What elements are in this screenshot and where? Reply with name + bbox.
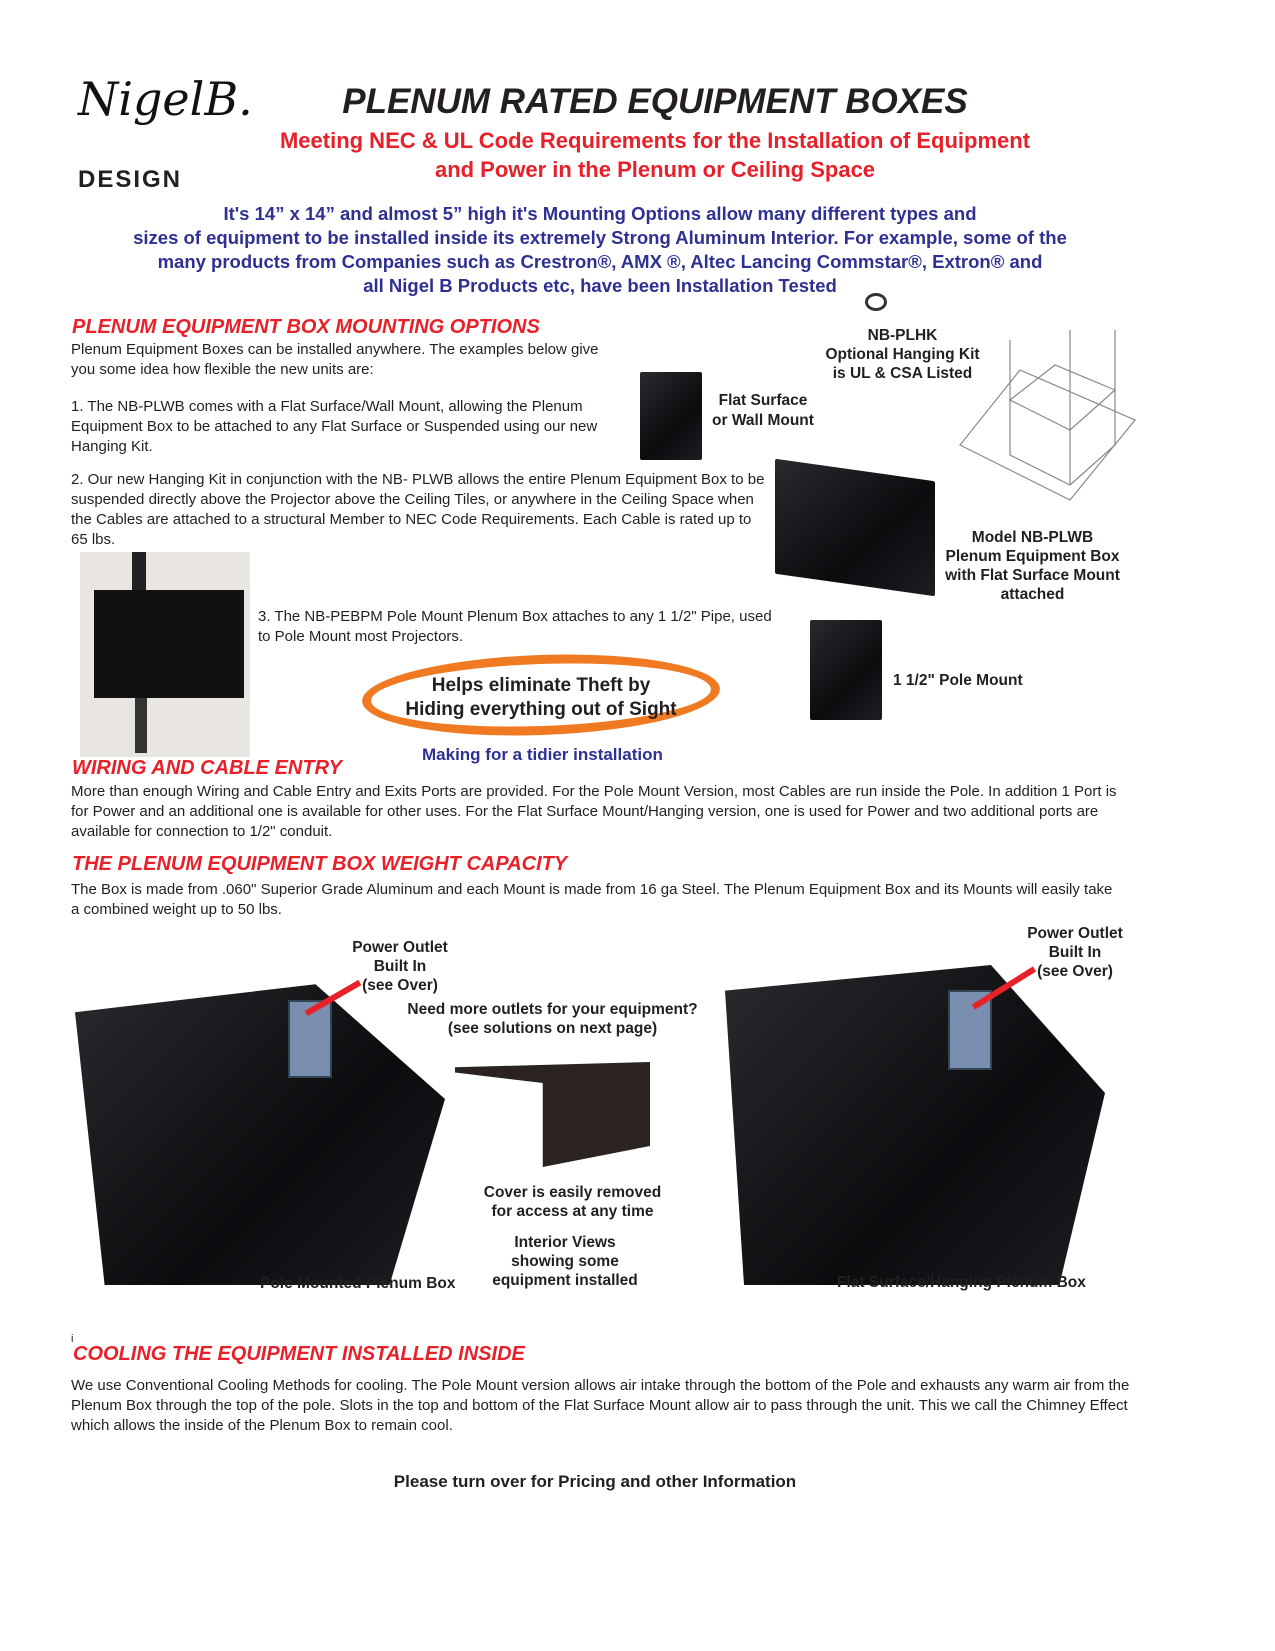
caption-line: Power Outlet [352, 939, 448, 956]
caption-line: (see solutions on next page) [447, 1020, 658, 1037]
plenum-box-photo [775, 459, 935, 596]
page-title: PLENUM RATED EQUIPMENT BOXES [342, 82, 968, 121]
intro-line: It's 14” x 14” and almost 5” high it's Mounting Options allow many different types and [223, 203, 977, 224]
caption-line: for access at any time [491, 1203, 654, 1220]
logo-script: NigelB. [78, 72, 253, 126]
caption-line: (see Over) [1037, 963, 1113, 980]
intro [60, 202, 1140, 298]
caption-line: equipment installed [492, 1272, 638, 1289]
caption-line: Need more outlets for your equipment? [407, 1001, 698, 1018]
weight-text: The Box is made from .060" Superior Grade Aluminum and each Mount is made from 16 ga Steel. The Plenum Equipment Box and its Mounts will easily take a combined weight up to 50 lbs. [71, 881, 1113, 918]
caption-line: with Flat Surface Mount [945, 567, 1120, 584]
intro-line: all Nigel B Products etc, have been Installation Tested [363, 275, 837, 296]
logo-design: DESIGN [78, 166, 183, 193]
header [240, 82, 1070, 183]
caption-line: is UL & CSA Listed [832, 365, 973, 382]
theft-callout [372, 674, 710, 722]
flat-box-caption: Flat Surface/Hanging Plenum Box [837, 1274, 1086, 1291]
tidier-caption: Making for a tidier installation [422, 745, 663, 764]
subtitle-1: Meeting NEC & UL Code Requirements for the Installation of Equipment [279, 128, 1031, 153]
intro-line: sizes of equipment to be installed inside its extremely Strong Aluminum Interior. For example, some of the [133, 227, 1067, 248]
flat-box-interior-photo [725, 965, 1105, 1285]
caption-line: Flat Surface [718, 392, 808, 409]
callout-line: Helps eliminate Theft by [431, 675, 651, 696]
hanging-kit-image [865, 293, 920, 315]
pole-mount-caption: 1 1/2" Pole Mount [893, 672, 1023, 689]
cooling-marker: i [71, 1333, 74, 1345]
caption-line: Optional Hanging Kit [825, 346, 980, 363]
caption-line: (see Over) [362, 977, 438, 994]
logo [78, 72, 253, 126]
wiring-heading: WIRING AND CABLE ENTRY [72, 757, 342, 779]
caption-line: Cover is easily removed [483, 1184, 662, 1201]
callout-line: Hiding everything out of Sight [405, 699, 677, 720]
caption-line: NB-PLHK [867, 327, 938, 344]
caption-line: Model NB-PLWB [971, 529, 1094, 546]
cover-caption [470, 1183, 675, 1221]
cover-photo [455, 1062, 650, 1167]
outlet-caption-left [345, 938, 455, 995]
flat-surface-caption [708, 391, 818, 431]
mounting-p3: 3. The NB-PEBPM Pole Mount Plenum Box attaches to any 1 1/2" Pipe, used to Pole Mount most Projectors. [258, 608, 772, 645]
caption-line: Built In [1048, 944, 1102, 961]
more-outlets-caption [400, 1000, 705, 1038]
mounting-p2: 2. Our new Hanging Kit in conjunction with the NB- PLWB allows the entire Plenum Equipment Box to be suspended directly above the Projector above the Ceiling Tiles, or anywhere in the Ceiling Space when the Cables are attached to a structural Member to NEC Code Requirements. Each Cable is rated up to 65 lbs. [71, 471, 765, 548]
cooling-text: We use Conventional Cooling Methods for cooling. The Pole Mount version allows air intake through the bottom of the Pole and exhausts any warm air from the Plenum Box through the top of the pole. Slots in the top and bottom of the Flat Surface Mount allow air to pass through the unit. This we call the Chimney Effect which allows the inside of the Plenum Box to remain cool. [71, 1377, 1130, 1434]
caption-line: or Wall Mount [712, 412, 814, 429]
wiring-text: More than enough Wiring and Cable Entry and Exits Ports are provided. For the Pole Mount Version, most Cables are run inside the Pole. In addition 1 Port is for Power and an additional one is available for other uses. For the Flat Surface Mount/Hanging version, one is used for Power and two additional ports are available for connection to 1/2" conduit. [71, 783, 1117, 840]
subtitle-2: and Power in the Plenum or Ceiling Space [434, 157, 876, 182]
wall-mount-photo [640, 372, 702, 460]
intro-line: many products from Companies such as Crestron®, AMX ®, Altec Lancing Commstar®, Extron® and [157, 251, 1043, 272]
weight-heading: THE PLENUM EQUIPMENT BOX WEIGHT CAPACITY [72, 853, 568, 875]
model-caption [935, 528, 1130, 604]
mounting-p1: 1. The NB-PLWB comes with a Flat Surface/Wall Mount, allowing the Plenum Equipment Box to be attached to any Flat Surface or Suspended using our new Hanging Kit. [71, 398, 598, 455]
mounting-heading: PLENUM EQUIPMENT BOX MOUNTING OPTIONS [72, 316, 540, 338]
caption-line: Power Outlet [1027, 925, 1123, 942]
hanging-diagram [950, 320, 1150, 510]
caption-line: Plenum Equipment Box [945, 548, 1120, 565]
caption-line: Built In [373, 958, 427, 975]
mounting-p0: Plenum Equipment Boxes can be installed anywhere. The examples below give you some idea how flexible the new units are: [71, 341, 599, 378]
pole-mount-photo [80, 552, 250, 757]
caption-line: showing some [511, 1253, 619, 1270]
cooling-heading: COOLING THE EQUIPMENT INSTALLED INSIDE [73, 1343, 525, 1365]
footer-note: Please turn over for Pricing and other Information [393, 1472, 797, 1491]
caption-line: Interior Views [514, 1234, 616, 1251]
caption-line: attached [1000, 586, 1065, 603]
pole-box-caption: Pole Mounted Plenum Box [260, 1275, 456, 1292]
pole-mount-small-photo [810, 620, 882, 720]
views-caption [480, 1233, 650, 1290]
pole-box-interior-photo [75, 975, 445, 1285]
outlet-caption-right [1020, 924, 1130, 981]
